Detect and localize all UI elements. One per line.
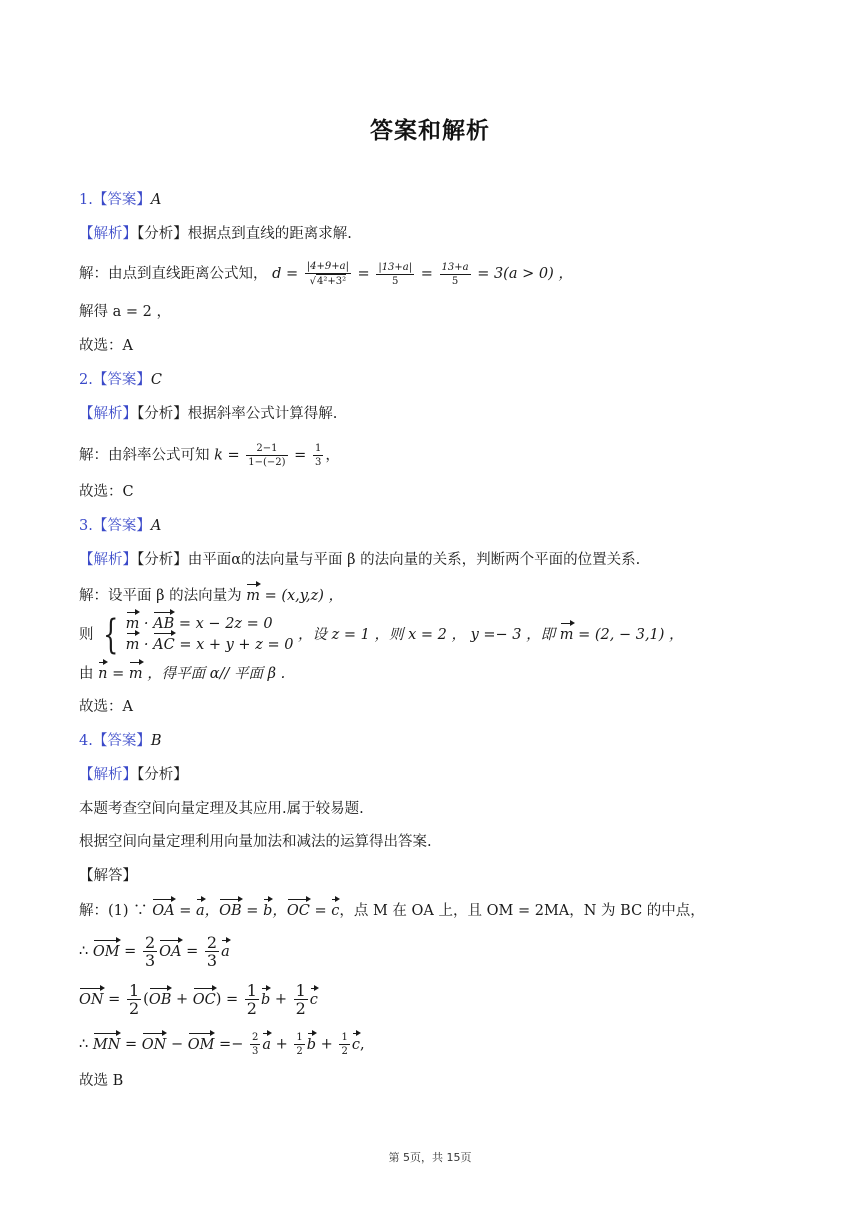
- q1-fraction-2: [376, 261, 414, 288]
- q1-number: 1.: [79, 192, 93, 208]
- q2-fraction-1: [246, 442, 287, 469]
- q3-line1-value: = (x,y,z) ，: [264, 588, 344, 604]
- q3-line2-tail: ，设 z = 1 ，则 x = 2 ， y =− 3 ，即: [298, 627, 556, 643]
- q2-fraction-2: [313, 442, 323, 469]
- q2-solution-prefix: 解：由斜率公式可知: [79, 447, 210, 464]
- q2-frac1-num: 2−1: [246, 442, 287, 456]
- q2-frac1-den: 1−(−2): [248, 457, 286, 468]
- q1-solution-prefix: 解：由点到直线距离公式知，: [79, 266, 268, 282]
- q4-vector-om: OM: [92, 943, 120, 960]
- q4-frac-small-3: $\frac{1}{2}$: [341, 1032, 348, 1057]
- q1-fraction-3: [440, 261, 471, 288]
- q4-vector-on: ON: [79, 991, 104, 1008]
- q3-sys-row1: m · AB = x − 2z = 0: [126, 614, 294, 635]
- q1-fenxi-tag: 【分析】: [137, 226, 188, 242]
- q3-line2-prefix: 则: [79, 627, 94, 643]
- q3-line3-vector-m: m: [128, 666, 143, 682]
- q3-answer-value: A: [150, 518, 162, 534]
- q2-k-eq: k =: [214, 447, 240, 464]
- q4-line2-om: ∴ OM = $\frac{2}{3}$ OA = $\frac{2}{3}$ a: [79, 933, 230, 970]
- q1-analysis-tag: 【解析】: [79, 226, 137, 242]
- brace-icon: {: [103, 612, 119, 658]
- q1-answer-tag: 【答案】: [92, 192, 151, 208]
- q2-answer-value: C: [150, 372, 162, 388]
- q4-choice-line: 故选 B: [79, 1073, 124, 1089]
- q4-frac-small-1: $\frac{2}{3}$: [251, 1032, 259, 1057]
- q3-choice-line: 故选：A: [79, 699, 133, 715]
- q3-line3-tail: ，得平面 α// 平面 β .: [147, 666, 286, 682]
- q3-answer-tag: 【答案】: [92, 518, 151, 534]
- q1-frac1-den: √4²+3²: [309, 276, 347, 287]
- q4-given-vectors: OA = a，OB = b，OC = c: [152, 903, 340, 919]
- q3-line3-eq: =: [112, 666, 125, 682]
- q4-vector-mn: MN: [92, 1036, 121, 1053]
- q3-line2-value: = (2, − 3,1) ，: [578, 627, 684, 643]
- q4-frac-half-2: $\frac{1}{2}$: [246, 981, 257, 1018]
- q1-answer-line: [79, 190, 161, 210]
- q3-line1-prefix: 解：设平面 β 的法向量为: [79, 588, 242, 604]
- q1-frac1-num: |4+9+a|: [306, 261, 349, 272]
- q4-answer-tag: 【答案】: [92, 733, 151, 749]
- q4-line3-on: ON = $\frac{1}{2}$ (OB + OC) = $\frac{1}{2}$ b + $\frac{1}{2}$ c: [79, 981, 318, 1018]
- q4-line1-mid: ，点 M 在 OA 上，且 OM = 2MA，N 为 BC 的中点，: [339, 903, 705, 919]
- page-title: 答案和解析: [370, 118, 490, 144]
- q1-analysis-line: [79, 224, 352, 244]
- q1-solution-tail: = 3(a > 0) ，: [477, 266, 573, 282]
- q4-fenxi-tag: 【分析】: [137, 767, 188, 783]
- q1-frac2-num: |13+a|: [378, 261, 413, 273]
- q4-answer-line: [79, 731, 162, 751]
- q3-line2: [79, 614, 684, 656]
- q4-line1-prefix: 解：(1) ∵: [79, 903, 148, 919]
- q4-frac-two-thirds-1: $\frac{2}{3}$: [144, 933, 156, 970]
- q4-paragraph-1: 本题考查空间向量定理及其应用.属于较易题.: [79, 801, 364, 817]
- page-footer: 第 5页，共 15页: [388, 1151, 472, 1164]
- q1-fraction-1: [305, 260, 351, 288]
- q1-answer-value: A: [150, 192, 162, 208]
- q2-choice-line: 故选：C: [79, 484, 134, 500]
- q3-fenxi-tag: 【分析】: [137, 552, 188, 568]
- q3-analysis-line: [79, 550, 640, 570]
- q3-line3: [79, 664, 285, 684]
- q4-frac-small-2: $\frac{1}{2}$: [296, 1032, 303, 1057]
- q3-fenxi-text: 由平面α的法向量与平面 β 的法向量的关系，判断两个平面的位置关系.: [187, 552, 641, 568]
- q3-vector-n: n: [98, 666, 108, 682]
- q2-analysis-line: [79, 404, 337, 424]
- q4-analysis-line: [79, 765, 188, 785]
- q3-analysis-tag: 【解析】: [79, 552, 137, 568]
- q4-answer-value: B: [150, 733, 162, 749]
- q1-result-line: 解得 a = 2 ，: [79, 304, 171, 320]
- q1-d-eq: d =: [272, 266, 299, 282]
- q1-frac2-den: 5: [392, 275, 399, 287]
- q2-answer-tag: 【答案】: [92, 372, 151, 388]
- q2-fenxi-tag: 【分析】: [137, 406, 188, 422]
- q4-analysis-tag: 【解析】: [79, 767, 137, 783]
- q2-frac2-num: 1: [314, 443, 322, 454]
- q2-analysis-tag: 【解析】: [79, 406, 137, 422]
- q4-line4-mn: ∴ MN = ON − OM =− $\frac{2}{3}$ a + $\frac{1}{2}$ b + $\frac{1}{2}$ c,: [79, 1032, 365, 1057]
- q2-solution-line: 解：由斜率公式可知 k = $\frac{2-1}{1-(-2)}$ = $\frac{1}{3}$ ，: [79, 443, 340, 468]
- q3-line1: [79, 586, 343, 606]
- q3-number: 3.: [79, 518, 93, 534]
- q1-frac3-num: 13+a: [441, 261, 469, 273]
- q4-frac-half-1: $\frac{1}{2}$: [128, 981, 140, 1018]
- q4-paragraph-2: 根据空间向量定理利用向量加法和减法的运算得出答案.: [79, 834, 432, 850]
- q1-solution-line: 解：由点到直线距离公式知， d = $\frac{|4+9+a|}{\text{√4²+3²}}$ = $\frac{|13+a|}{5}$ = $\frac{13+a}{5}$ = 3(a > 0) ，: [79, 261, 573, 287]
- q3-vector-m: m: [246, 588, 260, 604]
- q3-equation-system: [98, 614, 293, 656]
- q2-answer-line: [79, 370, 162, 390]
- q1-frac3-den: 5: [451, 275, 459, 287]
- q2-frac2-den: 3: [314, 457, 322, 468]
- q3-line2-vector-m: m: [559, 627, 574, 643]
- q3-line3-prefix: 由: [79, 666, 94, 682]
- q4-number: 4.: [79, 733, 93, 749]
- q1-fenxi-text: 根据点到直线的距离求解.: [187, 226, 352, 242]
- q2-number: 2.: [79, 372, 93, 388]
- q4-jieda-tag: 【解答】: [79, 868, 137, 884]
- q4-line1: [79, 901, 705, 921]
- q2-fenxi-text: 根据斜率公式计算得解.: [187, 406, 338, 422]
- q4-frac-two-thirds-2: $\frac{2}{3}$: [206, 933, 218, 970]
- q3-sys-row2: m · AC = x + y + z = 0: [126, 635, 294, 656]
- q4-frac-half-3: $\frac{1}{2}$: [295, 981, 306, 1018]
- q3-answer-line: [79, 516, 161, 536]
- q1-choice-line: 故选：A: [79, 338, 133, 354]
